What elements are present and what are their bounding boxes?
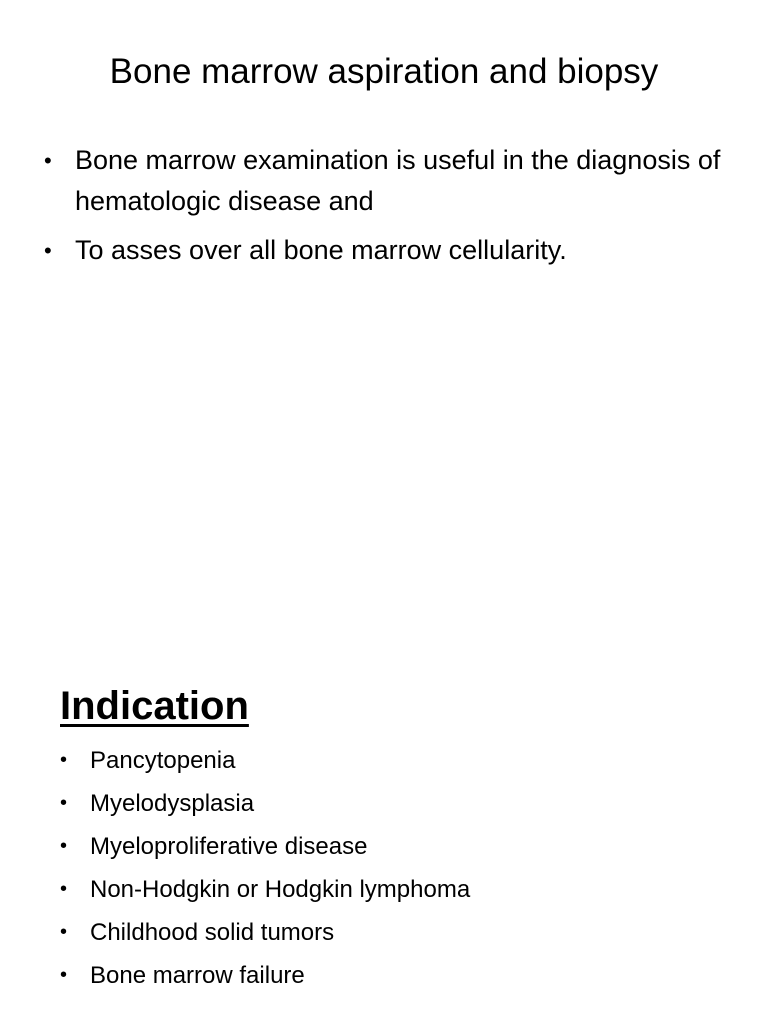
intro-bullet-item [44,140,724,222]
slide-title: Bone marrow aspiration and biopsy [109,52,659,91]
intro-bullet-list [44,140,724,279]
intro-bullet-text: To asses over all bone marrow cellularity. [75,235,567,265]
indication-item [60,786,480,821]
indication-item [60,872,480,907]
indication-text: Bone marrow failure [90,962,305,989]
intro-bullet-text: Bone marrow examination is useful in the diagnosis of hematologic disease and [75,145,721,216]
bullet-icon: • [60,878,68,900]
bullet-icon: • [60,964,68,986]
indication-item [60,829,480,864]
indication-text: Childhood solid tumors [90,919,335,946]
indication-list [60,743,480,1001]
indication-text: Non-Hodgkin or Hodgkin lymphoma [90,876,471,903]
indication-text: Pancytopenia [90,747,236,774]
indication-item [60,743,480,778]
indication-text: Myelodysplasia [90,790,255,817]
indication-item [60,958,480,993]
indication-item [60,915,480,950]
intro-bullet-item [44,230,724,271]
bullet-icon: • [60,792,68,814]
bullet-icon: • [44,148,52,173]
bullet-icon: • [60,921,68,943]
indication-text: Myeloproliferative disease [90,833,368,860]
bullet-icon: • [60,835,68,857]
indication-heading: Indication [60,684,249,728]
bullet-icon: • [44,238,52,263]
bullet-icon: • [60,749,68,771]
